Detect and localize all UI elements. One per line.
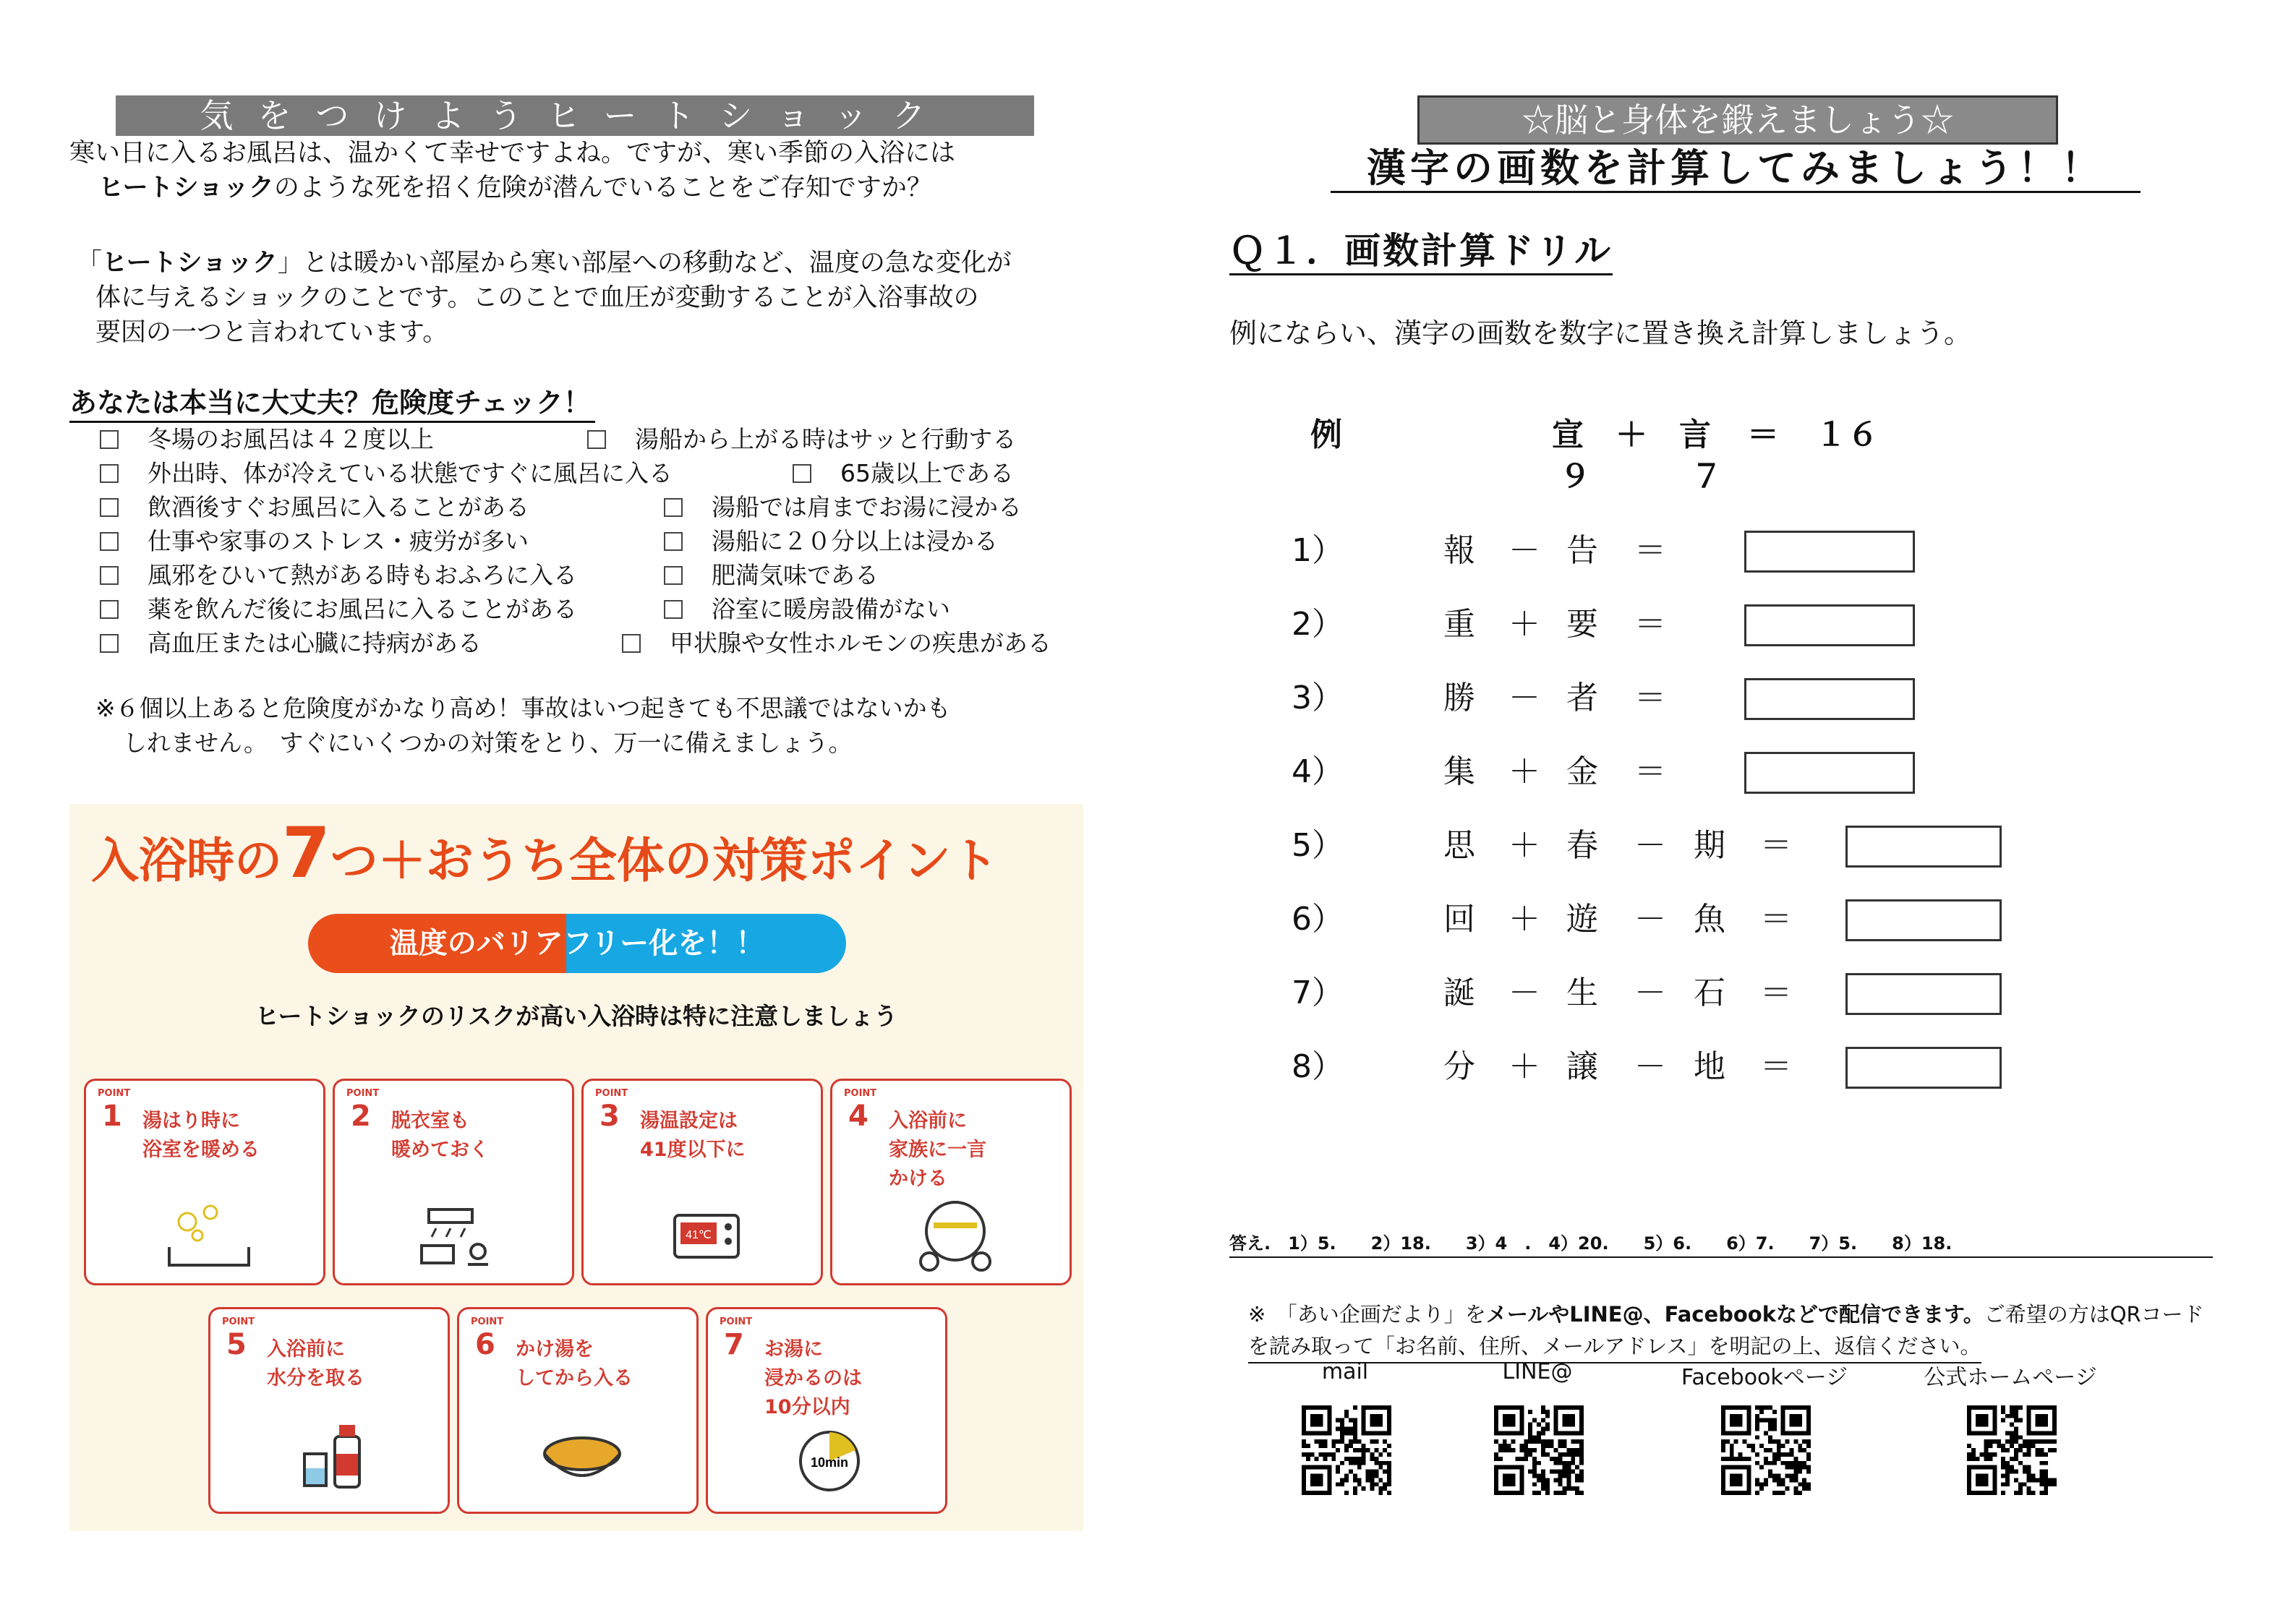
intro-line: 寒い日に入るお風呂は、温かくて幸せですよね。ですが、寒い季節の入浴には (69, 139, 956, 168)
point-label: POINT (471, 1316, 504, 1327)
point-label: POINT (720, 1316, 753, 1327)
intro-text: のような死を招く危険が潜んでいることをご存知ですか？ (273, 174, 932, 202)
operator: － (1508, 975, 1540, 1011)
heater-icon (414, 1204, 501, 1269)
problem-number: 7） (1292, 975, 1344, 1011)
qr-label: mail (1321, 1359, 1369, 1384)
checklist-item-label: 浴室に暖房設備がない (712, 595, 950, 623)
point-card (581, 1079, 823, 1285)
operator: － (1634, 975, 1666, 1011)
answer-box[interactable] (1845, 1047, 2002, 1089)
point-label: POINT (346, 1088, 380, 1099)
checklist-item (622, 626, 1051, 660)
infographic-subtitle: ヒートショックのリスクが高い入浴時は特に注意しましょう (255, 1002, 898, 1030)
point-text: 脱衣室も 暖めておく (391, 1110, 489, 1161)
checklist-item-label: 湯船から上がる時はサッと行動する (635, 425, 1017, 453)
kanji: 回 (1443, 901, 1475, 938)
checklist-item (664, 558, 879, 592)
checkbox[interactable] (664, 566, 683, 585)
qr-label: 公式ホームページ (1924, 1365, 2097, 1390)
question-title: Ｑ１．画数計算ドリル (1229, 228, 1613, 275)
checklist-item (100, 456, 673, 490)
kanji: 要 (1566, 606, 1598, 643)
thermostat-icon (670, 1211, 743, 1262)
checklist-item-label: 仕事や家事のストレス・疲労が多い (148, 527, 529, 555)
checklist-item-label: 肥満気味である (712, 561, 879, 589)
checklist-item (587, 422, 1016, 456)
intro-line: 体に与えるショックのことです。このことで血圧が変動することが入浴事故の (95, 283, 979, 312)
checkbox[interactable] (664, 600, 683, 619)
checkbox[interactable] (100, 430, 119, 449)
equals-sign: ＝ (1634, 606, 1666, 643)
point-text: 入浴前に 家族に一言 かける (889, 1110, 986, 1190)
kanji: 勝 (1443, 680, 1475, 716)
example-label: 例 (1310, 416, 1342, 453)
checklist-item (100, 592, 577, 626)
point-card (706, 1307, 947, 1514)
qr-label: Facebookページ (1681, 1365, 1848, 1390)
operator: － (1634, 901, 1666, 938)
example-kanji: 宣 (1552, 416, 1584, 453)
point-card (333, 1079, 574, 1285)
operator: － (1508, 532, 1540, 569)
checklist-heading: あなたは本当に大丈夫？危険度チェック！ (69, 385, 595, 423)
qr-code-icon[interactable] (1721, 1405, 1811, 1498)
intro-line (77, 246, 1012, 281)
example-equals: ＝ (1747, 416, 1779, 453)
kanji: 思 (1443, 827, 1475, 864)
checklist-item-label: 湯船では肩までお湯に浸かる (712, 493, 1022, 521)
point-label: POINT (844, 1088, 877, 1099)
point-number: 5 (226, 1328, 247, 1361)
kanji: 生 (1566, 975, 1598, 1011)
answer-box[interactable] (1845, 826, 2002, 868)
point-label: POINT (595, 1088, 628, 1099)
point-number: 1 (102, 1100, 122, 1133)
point-number: 3 (599, 1100, 620, 1133)
kanji: 者 (1566, 680, 1598, 716)
checklist-item (664, 592, 950, 626)
family-icon (912, 1196, 999, 1276)
checkbox[interactable] (100, 566, 119, 585)
kanji: 魚 (1694, 901, 1725, 938)
footer-note: を読み取って「お名前、住所、メールアドレス」を明記の上、返信ください。 (1248, 1330, 1981, 1363)
checklist-item (100, 524, 529, 558)
checklist-item (100, 422, 434, 456)
checklist-item-label: 外出時、体が冷えている状態ですぐに風呂に入る (148, 459, 673, 487)
checkbox[interactable] (100, 498, 119, 517)
operator: ＋ (1508, 1048, 1540, 1085)
kanji: 譲 (1566, 1048, 1598, 1085)
example-result: １６ (1815, 416, 1879, 453)
point-number: 2 (351, 1100, 371, 1133)
kanji: 誕 (1443, 975, 1475, 1011)
answer-key: 答え. 1）5. 2）18. 3）4 . 4）20. 5）6. 6）7. 7）5. 8）18. (1229, 1230, 2213, 1258)
point-text: かけ湯を してから入る (516, 1338, 633, 1389)
barrier-free-banner: 温度のバリアフリー化を！！ (308, 914, 846, 973)
intro-keyword: ヒートショック (98, 174, 274, 202)
answer-box[interactable] (1744, 752, 1915, 794)
bath-safety-infographic (69, 804, 1083, 1531)
equals-sign: ＝ (1760, 827, 1792, 864)
operator: ＋ (1508, 606, 1540, 643)
answer-box[interactable] (1744, 531, 1915, 573)
checklist-item (100, 490, 529, 524)
intro-keyword: ヒートショック (102, 249, 278, 278)
equals-sign: ＝ (1634, 753, 1666, 790)
operator: － (1508, 680, 1540, 716)
intro-text: 「 (77, 249, 103, 278)
risk-note: しれません。 すぐにいくつかの対策をとり、万一に備えましょう。 (123, 729, 853, 757)
qr-code-icon[interactable] (1494, 1405, 1584, 1498)
point-label: POINT (222, 1316, 255, 1327)
point-text: 湯温設定は 41度以下に (640, 1110, 746, 1161)
point-text: 湯はり時に 浴室を暖める (142, 1110, 260, 1161)
kanji: 春 (1566, 827, 1598, 864)
infographic-title-text: つ＋おうち全体の対策ポイント (330, 833, 999, 888)
problem-number: 6） (1292, 901, 1344, 938)
point-text: 入浴前に 水分を取る (267, 1338, 364, 1389)
example-stroke-count: ７ (1691, 458, 1723, 495)
qr-code-icon[interactable] (1967, 1405, 2057, 1498)
intro-text: 」とは暖かい部屋から寒い部屋への移動など、温度の急な変化が (277, 249, 1012, 278)
checklist-item-label: 冬場のお風呂は４２度以上 (148, 425, 434, 453)
qr-label: LINE@ (1502, 1359, 1573, 1384)
page-title: 気をつけようヒートショック (116, 95, 1034, 136)
answer-box[interactable] (1845, 973, 2002, 1015)
kanji-heading: 漢字の画数を計算してみましょう！！ (1331, 145, 2141, 193)
checklist-item-label: 飲酒後すぐお風呂に入ることがある (148, 493, 529, 521)
intro-line (98, 171, 932, 205)
checklist-item (100, 626, 482, 660)
answer-box[interactable] (1744, 678, 1915, 720)
point-card (457, 1307, 699, 1514)
operator: ＋ (1508, 753, 1540, 790)
kanji: 告 (1566, 532, 1598, 569)
checkbox[interactable] (100, 532, 119, 551)
equals-sign: ＝ (1760, 1048, 1792, 1085)
kanji: 集 (1443, 753, 1475, 790)
checkbox[interactable] (664, 498, 683, 517)
checkbox[interactable] (622, 634, 641, 653)
problem-number: 5） (1292, 827, 1344, 864)
checkbox[interactable] (100, 634, 119, 653)
kanji: 地 (1694, 1048, 1725, 1085)
checklist-item (664, 524, 998, 558)
bath-bowl-icon (539, 1432, 626, 1490)
equals-sign: ＝ (1760, 901, 1792, 938)
checklist-item-label: 甲状腺や女性ホルモンの疾患がある (670, 629, 1051, 657)
footer-note (1248, 1298, 2204, 1330)
operator: － (1634, 827, 1666, 864)
checkbox[interactable] (587, 430, 606, 449)
kanji: 分 (1443, 1048, 1475, 1085)
answer-box[interactable] (1744, 604, 1915, 646)
problem-number: 3） (1292, 680, 1344, 716)
point-card (830, 1079, 1072, 1285)
checkbox[interactable] (664, 532, 683, 551)
checklist-item-label: 風邪をひいて熱がある時もおふろに入る (148, 561, 577, 589)
kanji: 重 (1443, 606, 1475, 643)
kanji: 期 (1694, 827, 1725, 864)
steam-icon (166, 1204, 252, 1269)
problem-number: 8） (1292, 1048, 1344, 1085)
checkbox[interactable] (793, 464, 811, 483)
operator: ＋ (1508, 901, 1540, 938)
equals-sign: ＝ (1760, 975, 1792, 1011)
point-card (208, 1307, 450, 1514)
example-kanji: 言 (1679, 416, 1711, 453)
kanji: 石 (1694, 975, 1725, 1011)
example-stroke-count: ９ (1559, 458, 1591, 495)
timer-label: 10min (810, 1455, 849, 1470)
checklist-item (664, 490, 1022, 524)
answer-box[interactable] (1845, 899, 2002, 941)
point-number: 7 (724, 1328, 744, 1361)
problem-number: 2） (1292, 606, 1344, 643)
kanji: 報 (1443, 532, 1475, 569)
intro-line: 要因の一つと言われています。 (95, 318, 448, 347)
checklist-item (793, 456, 1014, 490)
kanji: 遊 (1566, 901, 1598, 938)
qr-code-icon[interactable] (1302, 1405, 1391, 1498)
checklist-item (100, 558, 577, 592)
operator: － (1634, 1048, 1666, 1085)
checklist-item-label: 薬を飲んだ後にお風呂に入ることがある (148, 595, 577, 623)
checkbox[interactable] (100, 464, 119, 483)
brain-training-banner: ☆脳と身体を鍛えましょう☆ (1417, 95, 2058, 145)
kanji: 金 (1566, 753, 1598, 790)
problem-number: 1） (1292, 532, 1344, 569)
thermostat-label: 41℃ (686, 1229, 712, 1241)
example-operator: ＋ (1616, 416, 1647, 453)
checklist-item-label: 65歳以上である (840, 459, 1014, 487)
point-number: 6 (475, 1328, 495, 1361)
infographic-title (91, 813, 999, 894)
instruction-text: 例にならい、漢字の画数を数字に置き換え計算しましょう。 (1229, 317, 1972, 349)
checklist-item-label: 湯船に２０分以上は浸かる (712, 527, 998, 555)
equals-sign: ＝ (1634, 680, 1666, 716)
timer-icon (793, 1425, 866, 1497)
operator: ＋ (1508, 827, 1540, 864)
risk-note: ※６個以上あると危険度がかなり高め！事故はいつ起きても不思議ではないかも (95, 694, 951, 722)
equals-sign: ＝ (1634, 532, 1666, 569)
point-number: 4 (848, 1100, 869, 1133)
footer-text-bold: メールやLINE@、Facebookなどで配信できます。 (1485, 1302, 1984, 1327)
point-label: POINT (98, 1088, 131, 1099)
footer-text: ご希望の方はQRコード (1984, 1302, 2204, 1327)
footer-text: ※ 「あい企画だより」を (1248, 1302, 1486, 1327)
checkbox[interactable] (100, 600, 119, 619)
problem-number: 4） (1292, 753, 1344, 790)
infographic-title-number: 7 (282, 813, 330, 894)
point-text: お湯に 浸かるのは 10分以内 (764, 1338, 862, 1418)
water-bottle-icon (290, 1418, 377, 1497)
infographic-title-text: 入浴時の (91, 833, 282, 888)
checklist-item-label: 高血圧または心臓に持病がある (148, 629, 482, 657)
point-card (84, 1079, 325, 1285)
